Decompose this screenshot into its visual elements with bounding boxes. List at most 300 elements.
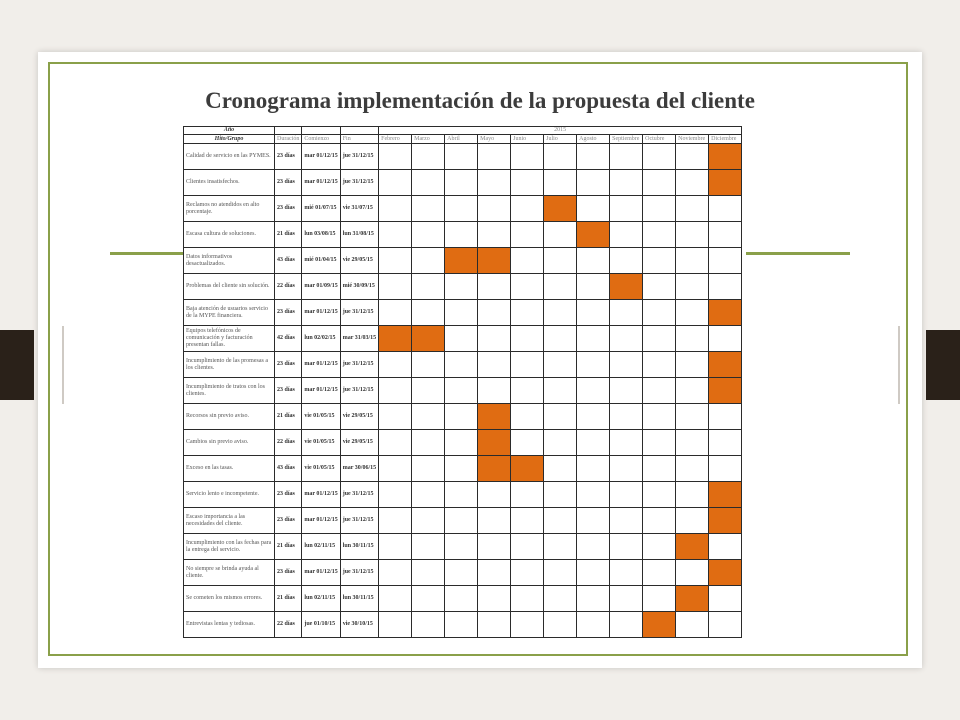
gantt-bar-cell: [379, 326, 412, 352]
gantt-year-row: [184, 127, 742, 135]
gantt-empty-cell: [676, 326, 709, 352]
gantt-empty-cell: [544, 482, 577, 508]
task-end: vie 29/05/15: [340, 430, 378, 456]
gantt-empty-cell: [445, 404, 478, 430]
month-header: Junio: [511, 135, 544, 144]
gantt-empty-cell: [610, 586, 643, 612]
gantt-empty-cell: [511, 378, 544, 404]
gantt-empty-cell: [577, 326, 610, 352]
gantt-empty-cell: [511, 612, 544, 638]
task-duration: 23 días: [275, 300, 302, 326]
gantt-empty-cell: [577, 586, 610, 612]
gantt-empty-cell: [577, 456, 610, 482]
year-row-spacer: [275, 127, 302, 135]
task-start: jue 01/10/15: [302, 612, 340, 638]
gantt-empty-cell: [544, 508, 577, 534]
gantt-bar-cell: [544, 196, 577, 222]
gantt-empty-cell: [544, 352, 577, 378]
gantt-empty-cell: [577, 534, 610, 560]
gantt-empty-cell: [577, 378, 610, 404]
gantt-empty-cell: [511, 534, 544, 560]
gantt-bar-cell: [643, 612, 676, 638]
gantt-bar-cell: [676, 534, 709, 560]
task-name: No siempre se brinda ayuda al cliente.: [184, 560, 275, 586]
gantt-empty-cell: [610, 456, 643, 482]
gantt-empty-cell: [412, 352, 445, 378]
gantt-empty-cell: [610, 326, 643, 352]
gantt-bar-cell: [478, 404, 511, 430]
gantt-empty-cell: [511, 300, 544, 326]
gantt-empty-cell: [478, 508, 511, 534]
gantt-empty-cell: [709, 586, 742, 612]
task-duration: 22 días: [275, 274, 302, 300]
gantt-empty-cell: [610, 612, 643, 638]
gantt-empty-cell: [643, 144, 676, 170]
task-name: Servicio lento e incompetente.: [184, 482, 275, 508]
gantt-empty-cell: [610, 248, 643, 274]
gantt-empty-cell: [610, 170, 643, 196]
hito-label: Hito/Grupo: [184, 135, 275, 144]
task-end: mar 31/03/15: [340, 326, 378, 352]
gantt-empty-cell: [478, 586, 511, 612]
gantt-empty-cell: [577, 404, 610, 430]
gantt-empty-cell: [544, 586, 577, 612]
table-row: [184, 274, 742, 300]
gantt-empty-cell: [577, 274, 610, 300]
task-name: Datos informativos desactualizados.: [184, 248, 275, 274]
gantt-empty-cell: [445, 534, 478, 560]
gantt-empty-cell: [610, 430, 643, 456]
gantt-empty-cell: [379, 612, 412, 638]
gantt-empty-cell: [445, 482, 478, 508]
task-start: mar 01/12/15: [302, 508, 340, 534]
gantt-empty-cell: [412, 534, 445, 560]
gantt-empty-cell: [544, 170, 577, 196]
gantt-empty-cell: [412, 248, 445, 274]
anio-label: Año: [184, 127, 275, 135]
table-row: [184, 456, 742, 482]
gantt-bar-cell: [478, 430, 511, 456]
left-accent-line: [110, 252, 184, 255]
table-row: [184, 196, 742, 222]
task-start: vie 01/05/15: [302, 456, 340, 482]
task-end: lun 30/11/15: [340, 534, 378, 560]
gantt-bar-cell: [412, 326, 445, 352]
gantt-empty-cell: [643, 248, 676, 274]
gantt-empty-cell: [379, 534, 412, 560]
gantt-empty-cell: [445, 430, 478, 456]
gantt-bar-cell: [709, 508, 742, 534]
gantt-empty-cell: [643, 222, 676, 248]
table-row: [184, 404, 742, 430]
gantt-empty-cell: [445, 144, 478, 170]
gantt-empty-cell: [610, 482, 643, 508]
year-label: 2015: [379, 127, 742, 135]
gantt-empty-cell: [379, 508, 412, 534]
task-end: jue 31/12/15: [340, 560, 378, 586]
table-row: [184, 170, 742, 196]
gantt-empty-cell: [709, 248, 742, 274]
month-header: Julio: [544, 135, 577, 144]
table-row: [184, 430, 742, 456]
gantt-empty-cell: [412, 378, 445, 404]
gantt-bar-cell: [709, 482, 742, 508]
gantt-empty-cell: [610, 404, 643, 430]
task-end: mié 30/09/15: [340, 274, 378, 300]
gantt-empty-cell: [577, 612, 610, 638]
gantt-empty-cell: [577, 352, 610, 378]
table-row: [184, 612, 742, 638]
gantt-empty-cell: [379, 586, 412, 612]
gantt-empty-cell: [445, 222, 478, 248]
gantt-empty-cell: [379, 274, 412, 300]
gantt-empty-cell: [511, 560, 544, 586]
gantt-empty-cell: [478, 560, 511, 586]
gantt-empty-cell: [643, 378, 676, 404]
task-end: mar 30/06/15: [340, 456, 378, 482]
gantt-empty-cell: [511, 170, 544, 196]
table-row: [184, 508, 742, 534]
gantt-empty-cell: [544, 144, 577, 170]
task-duration: 23 días: [275, 560, 302, 586]
task-duration: 23 días: [275, 378, 302, 404]
task-duration: 43 días: [275, 456, 302, 482]
gantt-empty-cell: [445, 196, 478, 222]
gantt-empty-cell: [511, 144, 544, 170]
gantt-empty-cell: [643, 586, 676, 612]
gantt-empty-cell: [412, 196, 445, 222]
gantt-empty-cell: [379, 222, 412, 248]
gantt-empty-cell: [511, 248, 544, 274]
col-comienzo: Comienzo: [302, 135, 340, 144]
year-row-spacer: [340, 127, 378, 135]
month-header: Abril: [445, 135, 478, 144]
gantt-empty-cell: [577, 144, 610, 170]
gantt-empty-cell: [511, 482, 544, 508]
gantt-empty-cell: [478, 326, 511, 352]
gantt-empty-cell: [379, 300, 412, 326]
gantt-empty-cell: [445, 456, 478, 482]
task-start: mar 01/12/15: [302, 170, 340, 196]
task-end: vie 29/05/15: [340, 248, 378, 274]
right-decoration-tick: [898, 326, 900, 404]
gantt-empty-cell: [478, 196, 511, 222]
gantt-empty-cell: [709, 404, 742, 430]
gantt-empty-cell: [379, 144, 412, 170]
table-row: [184, 482, 742, 508]
gantt-empty-cell: [478, 144, 511, 170]
task-start: lun 02/11/15: [302, 534, 340, 560]
task-start: mié 01/07/15: [302, 196, 340, 222]
gantt-bar-cell: [445, 248, 478, 274]
gantt-empty-cell: [511, 222, 544, 248]
gantt-empty-cell: [511, 274, 544, 300]
gantt-empty-cell: [643, 482, 676, 508]
gantt-empty-cell: [544, 430, 577, 456]
gantt-empty-cell: [511, 586, 544, 612]
gantt-empty-cell: [709, 534, 742, 560]
table-row: [184, 378, 742, 404]
gantt-empty-cell: [544, 404, 577, 430]
gantt-empty-cell: [478, 378, 511, 404]
task-name: Incumplimiento de tratos con los clientes.: [184, 378, 275, 404]
gantt-empty-cell: [478, 300, 511, 326]
gantt-empty-cell: [445, 300, 478, 326]
gantt-empty-cell: [709, 456, 742, 482]
gantt-empty-cell: [544, 560, 577, 586]
gantt-empty-cell: [610, 378, 643, 404]
gantt-empty-cell: [676, 612, 709, 638]
table-row: [184, 326, 742, 352]
gantt-empty-cell: [478, 222, 511, 248]
gantt-empty-cell: [643, 196, 676, 222]
gantt-bar-cell: [709, 144, 742, 170]
gantt-empty-cell: [445, 378, 478, 404]
gantt-empty-cell: [478, 482, 511, 508]
year-row-spacer: [302, 127, 340, 135]
gantt-empty-cell: [412, 222, 445, 248]
col-duracion: Duración: [275, 135, 302, 144]
gantt-empty-cell: [577, 248, 610, 274]
gantt-empty-cell: [478, 534, 511, 560]
gantt-empty-cell: [412, 612, 445, 638]
task-start: mar 01/12/15: [302, 560, 340, 586]
gantt-empty-cell: [577, 508, 610, 534]
gantt-empty-cell: [709, 196, 742, 222]
task-end: vie 29/05/15: [340, 404, 378, 430]
task-end: jue 31/12/15: [340, 352, 378, 378]
gantt-empty-cell: [643, 456, 676, 482]
task-end: lun 31/08/15: [340, 222, 378, 248]
gantt-empty-cell: [511, 430, 544, 456]
gantt-empty-cell: [676, 222, 709, 248]
gantt-header-row: [184, 135, 742, 144]
task-name: Reclamos no atendidos en alto porcentaje.: [184, 196, 275, 222]
gantt-empty-cell: [445, 326, 478, 352]
gantt-bar-cell: [478, 248, 511, 274]
task-duration: 21 días: [275, 534, 302, 560]
task-duration: 23 días: [275, 482, 302, 508]
gantt-empty-cell: [577, 170, 610, 196]
task-end: jue 31/12/15: [340, 144, 378, 170]
gantt-empty-cell: [445, 274, 478, 300]
gantt-empty-cell: [709, 612, 742, 638]
gantt-empty-cell: [709, 222, 742, 248]
month-header: Agosto: [577, 135, 610, 144]
gantt-empty-cell: [610, 352, 643, 378]
gantt-empty-cell: [577, 196, 610, 222]
gantt-empty-cell: [379, 430, 412, 456]
table-row: [184, 352, 742, 378]
task-duration: 42 días: [275, 326, 302, 352]
right-accent-line: [746, 252, 850, 255]
gantt-empty-cell: [379, 196, 412, 222]
gantt-empty-cell: [676, 170, 709, 196]
task-end: vie 30/10/15: [340, 612, 378, 638]
gantt-empty-cell: [676, 456, 709, 482]
gantt-empty-cell: [643, 300, 676, 326]
gantt-empty-cell: [445, 586, 478, 612]
gantt-empty-cell: [379, 482, 412, 508]
gantt-empty-cell: [412, 170, 445, 196]
gantt-empty-cell: [577, 482, 610, 508]
gantt-empty-cell: [379, 378, 412, 404]
gantt-empty-cell: [577, 300, 610, 326]
gantt-empty-cell: [643, 508, 676, 534]
task-end: jue 31/12/15: [340, 482, 378, 508]
task-name: Recorsos sin previo aviso.: [184, 404, 275, 430]
gantt-empty-cell: [445, 352, 478, 378]
task-name: Exceso en las tasas.: [184, 456, 275, 482]
gantt-empty-cell: [643, 274, 676, 300]
gantt-empty-cell: [478, 612, 511, 638]
task-name: Problemas del cliente sin solución.: [184, 274, 275, 300]
gantt-empty-cell: [577, 430, 610, 456]
task-duration: 23 días: [275, 508, 302, 534]
table-row: [184, 144, 742, 170]
gantt-empty-cell: [676, 560, 709, 586]
task-start: mar 01/09/15: [302, 274, 340, 300]
task-duration: 23 días: [275, 196, 302, 222]
gantt-empty-cell: [478, 352, 511, 378]
right-decoration-bar: [926, 330, 960, 400]
gantt-empty-cell: [544, 612, 577, 638]
task-duration: 23 días: [275, 352, 302, 378]
task-name: Clientes insatisfechos.: [184, 170, 275, 196]
gantt-empty-cell: [544, 248, 577, 274]
task-duration: 21 días: [275, 586, 302, 612]
task-start: mar 01/12/15: [302, 300, 340, 326]
gantt-empty-cell: [544, 378, 577, 404]
month-header: Octubre: [643, 135, 676, 144]
gantt-empty-cell: [676, 430, 709, 456]
gantt-empty-cell: [643, 170, 676, 196]
gantt-empty-cell: [412, 274, 445, 300]
gantt-empty-cell: [676, 482, 709, 508]
gantt-bar-cell: [709, 300, 742, 326]
gantt-bar-cell: [610, 274, 643, 300]
gantt-empty-cell: [379, 456, 412, 482]
task-name: Se cometen los mismos errores.: [184, 586, 275, 612]
gantt-empty-cell: [412, 508, 445, 534]
task-start: mar 01/12/15: [302, 378, 340, 404]
task-duration: 43 días: [275, 248, 302, 274]
task-end: jue 31/12/15: [340, 300, 378, 326]
month-header: Marzo: [412, 135, 445, 144]
gantt-empty-cell: [445, 560, 478, 586]
slide-title: Cronograma implementación de la propuesta del cliente: [205, 88, 755, 113]
task-start: lun 02/11/15: [302, 586, 340, 612]
task-name: Cambios sin previo aviso.: [184, 430, 275, 456]
task-duration: 23 días: [275, 144, 302, 170]
gantt-empty-cell: [610, 508, 643, 534]
gantt-empty-cell: [676, 352, 709, 378]
gantt-bar-cell: [709, 560, 742, 586]
gantt-empty-cell: [412, 456, 445, 482]
gantt-empty-cell: [643, 352, 676, 378]
gantt-empty-cell: [445, 170, 478, 196]
task-duration: 23 días: [275, 170, 302, 196]
gantt-empty-cell: [379, 170, 412, 196]
task-start: mar 01/12/15: [302, 482, 340, 508]
gantt-empty-cell: [511, 196, 544, 222]
gantt-empty-cell: [676, 196, 709, 222]
month-header: Noviembre: [676, 135, 709, 144]
gantt-empty-cell: [511, 326, 544, 352]
task-start: vie 01/05/15: [302, 404, 340, 430]
gantt-empty-cell: [379, 404, 412, 430]
task-duration: 21 días: [275, 404, 302, 430]
gantt-empty-cell: [412, 404, 445, 430]
gantt-empty-cell: [709, 430, 742, 456]
task-end: jue 31/12/15: [340, 170, 378, 196]
gantt-empty-cell: [610, 196, 643, 222]
task-name: Incumplimiento de las promesas a los clientes.: [184, 352, 275, 378]
left-decoration-tick: [62, 326, 64, 404]
gantt-empty-cell: [445, 612, 478, 638]
task-name: Escaso importancia a las necesidades del cliente.: [184, 508, 275, 534]
task-end: jue 31/12/15: [340, 378, 378, 404]
table-row: [184, 560, 742, 586]
gantt-bar-cell: [577, 222, 610, 248]
task-name: Entrevistas lentas y tediosas.: [184, 612, 275, 638]
gantt-empty-cell: [610, 222, 643, 248]
gantt-empty-cell: [544, 534, 577, 560]
task-end: lun 30/11/15: [340, 586, 378, 612]
task-start: mar 01/12/15: [302, 144, 340, 170]
task-name: Baja atención de usuarios servicio de la MYPE financiera.: [184, 300, 275, 326]
gantt-empty-cell: [676, 248, 709, 274]
gantt-empty-cell: [610, 300, 643, 326]
gantt-chart: [183, 126, 742, 638]
table-row: [184, 248, 742, 274]
gantt-empty-cell: [676, 378, 709, 404]
gantt-bar-cell: [709, 170, 742, 196]
gantt-table: [183, 126, 742, 638]
gantt-bar-cell: [709, 378, 742, 404]
gantt-empty-cell: [643, 404, 676, 430]
gantt-bar-cell: [676, 586, 709, 612]
gantt-empty-cell: [544, 326, 577, 352]
gantt-empty-cell: [676, 404, 709, 430]
gantt-empty-cell: [445, 508, 478, 534]
task-name: Incumplimiento con las fechas para la entrega del servicio.: [184, 534, 275, 560]
gantt-bar-cell: [511, 456, 544, 482]
gantt-empty-cell: [643, 326, 676, 352]
gantt-empty-cell: [478, 274, 511, 300]
task-start: lun 03/08/15: [302, 222, 340, 248]
gantt-empty-cell: [643, 560, 676, 586]
gantt-empty-cell: [412, 144, 445, 170]
gantt-empty-cell: [544, 222, 577, 248]
gantt-empty-cell: [610, 144, 643, 170]
gantt-empty-cell: [544, 300, 577, 326]
table-row: [184, 300, 742, 326]
month-header: Febrero: [379, 135, 412, 144]
gantt-empty-cell: [676, 300, 709, 326]
month-header: Diciembre: [709, 135, 742, 144]
task-duration: 21 días: [275, 222, 302, 248]
table-row: [184, 222, 742, 248]
task-start: mar 01/12/15: [302, 352, 340, 378]
task-duration: 22 días: [275, 612, 302, 638]
gantt-empty-cell: [709, 274, 742, 300]
task-start: mié 01/04/15: [302, 248, 340, 274]
gantt-empty-cell: [643, 534, 676, 560]
gantt-empty-cell: [379, 352, 412, 378]
gantt-empty-cell: [379, 248, 412, 274]
gantt-empty-cell: [412, 430, 445, 456]
